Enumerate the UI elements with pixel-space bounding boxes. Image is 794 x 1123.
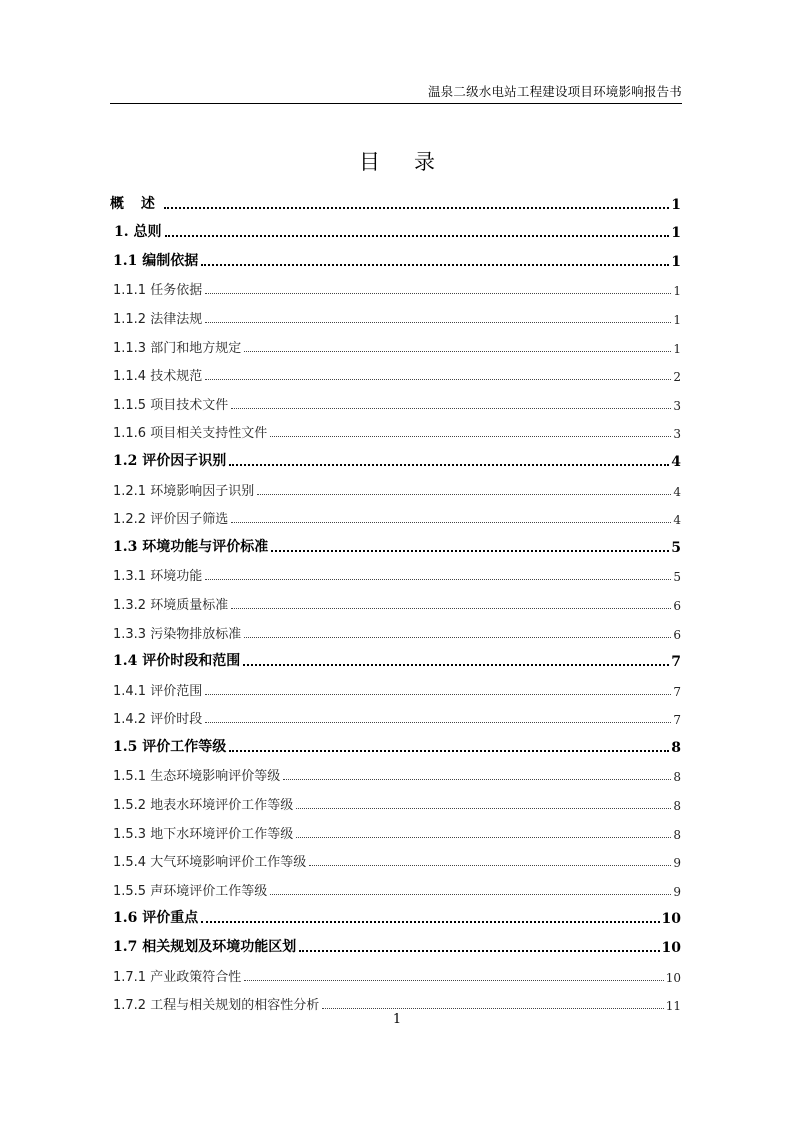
toc-entry[interactable] bbox=[110, 613, 681, 642]
toc-dot-leader bbox=[164, 207, 669, 209]
toc-entry-page: 6 bbox=[673, 627, 681, 642]
table-of-contents bbox=[110, 184, 681, 1013]
toc-entry-label: 1.7.1 产业政策符合性 bbox=[113, 969, 242, 985]
toc-entry[interactable] bbox=[110, 784, 681, 813]
toc-entry-page: 8 bbox=[673, 827, 681, 842]
toc-entry[interactable] bbox=[110, 213, 681, 242]
toc-dot-leader bbox=[299, 950, 659, 952]
toc-entry-label: 1.7 相关规划及环境功能区划 bbox=[113, 939, 297, 956]
toc-entry-page: 7 bbox=[671, 654, 681, 671]
toc-entry[interactable] bbox=[110, 956, 681, 985]
toc-entry-label: 1.2 评价因子识别 bbox=[113, 452, 227, 469]
toc-entry[interactable] bbox=[110, 699, 681, 728]
toc-entry[interactable] bbox=[110, 813, 681, 842]
toc-entry-page: 1 bbox=[673, 284, 681, 299]
toc-dot-leader bbox=[201, 921, 659, 923]
toc-entry-label: 1. 总则 bbox=[114, 224, 162, 241]
toc-entry-label: 1.7.2 工程与相关规划的相容性分析 bbox=[113, 998, 320, 1014]
toc-entry[interactable] bbox=[110, 527, 681, 556]
toc-entry-page: 4 bbox=[673, 484, 681, 499]
toc-entry-page: 1 bbox=[671, 196, 681, 213]
toc-entry[interactable] bbox=[110, 470, 681, 499]
toc-entry-page: 9 bbox=[673, 884, 681, 899]
toc-dot-leader bbox=[165, 235, 670, 237]
toc-entry-page: 8 bbox=[671, 739, 681, 756]
toc-dot-leader bbox=[231, 608, 671, 609]
toc-dot-leader bbox=[244, 351, 671, 352]
toc-dot-leader bbox=[205, 379, 671, 380]
toc-entry-page: 10 bbox=[661, 940, 681, 957]
toc-dot-leader bbox=[205, 722, 671, 723]
toc-entry-label: 1.3 环境功能与评价标准 bbox=[113, 538, 269, 555]
toc-entry-label: 1.1.4 技术规范 bbox=[113, 369, 203, 385]
toc-entry-label: 1.5.5 声环境评价工作等级 bbox=[113, 883, 268, 899]
toc-entry-page: 8 bbox=[673, 770, 681, 785]
running-header-title: 温泉二级水电站工程建设项目环境影响报告书 bbox=[427, 84, 682, 99]
toc-entry-label: 1.4.2 评价时段 bbox=[113, 712, 203, 728]
toc-dot-leader bbox=[271, 550, 669, 552]
toc-dot-leader bbox=[309, 865, 671, 866]
toc-entry-label: 1.6 评价重点 bbox=[113, 910, 199, 927]
header-divider bbox=[110, 103, 682, 104]
toc-entry-label: 1.2.2 评价因子筛选 bbox=[113, 512, 229, 528]
toc-entry-page: 1 bbox=[673, 341, 681, 356]
toc-dot-leader bbox=[243, 664, 669, 666]
toc-dot-leader bbox=[244, 637, 671, 638]
toc-entry-page: 5 bbox=[671, 539, 681, 556]
toc-dot-leader bbox=[201, 264, 669, 266]
toc-entry-page: 3 bbox=[673, 427, 681, 442]
toc-entry-label: 概 述 bbox=[110, 195, 161, 212]
toc-entry[interactable] bbox=[110, 413, 681, 442]
toc-entry-page: 1 bbox=[671, 253, 681, 270]
toc-entry[interactable] bbox=[110, 270, 681, 299]
toc-entry[interactable] bbox=[110, 670, 681, 699]
toc-entry[interactable] bbox=[110, 985, 681, 1014]
toc-entry-label: 1.1.6 项目相关支持性文件 bbox=[113, 426, 268, 442]
toc-entry[interactable] bbox=[110, 927, 681, 956]
toc-dot-leader bbox=[296, 808, 671, 809]
toc-entry-page: 1 bbox=[673, 312, 681, 327]
toc-entry-label: 1.3.3 污染物排放标准 bbox=[113, 626, 242, 642]
toc-entry-label: 1.4 评价时段和范围 bbox=[113, 653, 241, 670]
toc-entry-page: 8 bbox=[673, 799, 681, 814]
toc-entry-label: 1.5.4 大气环境影响评价工作等级 bbox=[113, 855, 307, 871]
toc-entry-label: 1.2.1 环境影响因子识别 bbox=[113, 483, 255, 499]
toc-title-char-2: 录 bbox=[414, 150, 435, 174]
toc-entry[interactable] bbox=[110, 184, 681, 213]
toc-dot-leader bbox=[205, 322, 671, 323]
toc-dot-leader bbox=[270, 894, 671, 895]
toc-entry-page: 6 bbox=[673, 598, 681, 613]
toc-dot-leader bbox=[205, 293, 671, 294]
toc-entry-page: 10 bbox=[661, 911, 681, 928]
toc-dot-leader bbox=[296, 837, 671, 838]
toc-entry[interactable] bbox=[110, 584, 681, 613]
toc-dot-leader bbox=[322, 1008, 664, 1009]
toc-entry[interactable] bbox=[110, 356, 681, 385]
toc-entry[interactable] bbox=[110, 384, 681, 413]
toc-entry-page: 9 bbox=[673, 856, 681, 871]
toc-entry-page: 11 bbox=[665, 999, 681, 1014]
toc-entry-page: 7 bbox=[673, 684, 681, 699]
toc-entry-page: 7 bbox=[673, 713, 681, 728]
toc-dot-leader bbox=[257, 494, 671, 495]
toc-dot-leader bbox=[231, 408, 671, 409]
toc-entry-page: 3 bbox=[673, 398, 681, 413]
toc-dot-leader bbox=[229, 464, 669, 466]
toc-entry-page: 2 bbox=[673, 370, 681, 385]
toc-entry[interactable] bbox=[110, 870, 681, 899]
toc-entry[interactable] bbox=[110, 327, 681, 356]
toc-title bbox=[0, 146, 794, 176]
toc-entry-label: 1.1.2 法律法规 bbox=[113, 311, 203, 327]
toc-dot-leader bbox=[205, 694, 671, 695]
toc-dot-leader bbox=[283, 779, 671, 780]
toc-entry-page: 5 bbox=[673, 570, 681, 585]
toc-entry[interactable] bbox=[110, 556, 681, 585]
toc-entry-page: 4 bbox=[673, 513, 681, 528]
toc-entry-page: 10 bbox=[665, 970, 681, 985]
toc-entry-label: 1.5.3 地下水环境评价工作等级 bbox=[113, 826, 294, 842]
toc-entry-label: 1.1.5 项目技术文件 bbox=[113, 397, 229, 413]
toc-entry[interactable] bbox=[110, 241, 681, 270]
toc-entry-label: 1.5.2 地表水环境评价工作等级 bbox=[113, 798, 294, 814]
toc-entry[interactable] bbox=[110, 298, 681, 327]
toc-entry-label: 1.1.1 任务依据 bbox=[113, 283, 203, 299]
toc-entry-label: 1.4.1 评价范围 bbox=[113, 683, 203, 699]
toc-entry-page: 1 bbox=[671, 225, 681, 242]
toc-entry[interactable] bbox=[110, 727, 681, 756]
toc-entry[interactable] bbox=[110, 441, 681, 470]
toc-entry-label: 1.1.3 部门和地方规定 bbox=[113, 340, 242, 356]
toc-entry-label: 1.1 编制依据 bbox=[113, 252, 199, 269]
toc-dot-leader bbox=[244, 980, 664, 981]
toc-entry[interactable] bbox=[110, 499, 681, 528]
toc-entry-label: 1.5.1 生态环境影响评价等级 bbox=[113, 769, 281, 785]
toc-entry-page: 4 bbox=[671, 453, 681, 470]
toc-dot-leader bbox=[270, 436, 671, 437]
page-number: 1 bbox=[392, 1012, 402, 1027]
toc-entry[interactable] bbox=[110, 842, 681, 871]
toc-entry-label: 1.5 评价工作等级 bbox=[113, 738, 227, 755]
toc-entry-label: 1.3.1 环境功能 bbox=[113, 569, 203, 585]
toc-title-char-1: 目 bbox=[359, 150, 380, 174]
toc-dot-leader bbox=[231, 522, 671, 523]
toc-entry[interactable] bbox=[110, 642, 681, 671]
toc-entry-label: 1.3.2 环境质量标准 bbox=[113, 597, 229, 613]
toc-dot-leader bbox=[205, 579, 671, 580]
toc-entry[interactable] bbox=[110, 899, 681, 928]
toc-entry[interactable] bbox=[110, 756, 681, 785]
toc-dot-leader bbox=[229, 750, 669, 752]
